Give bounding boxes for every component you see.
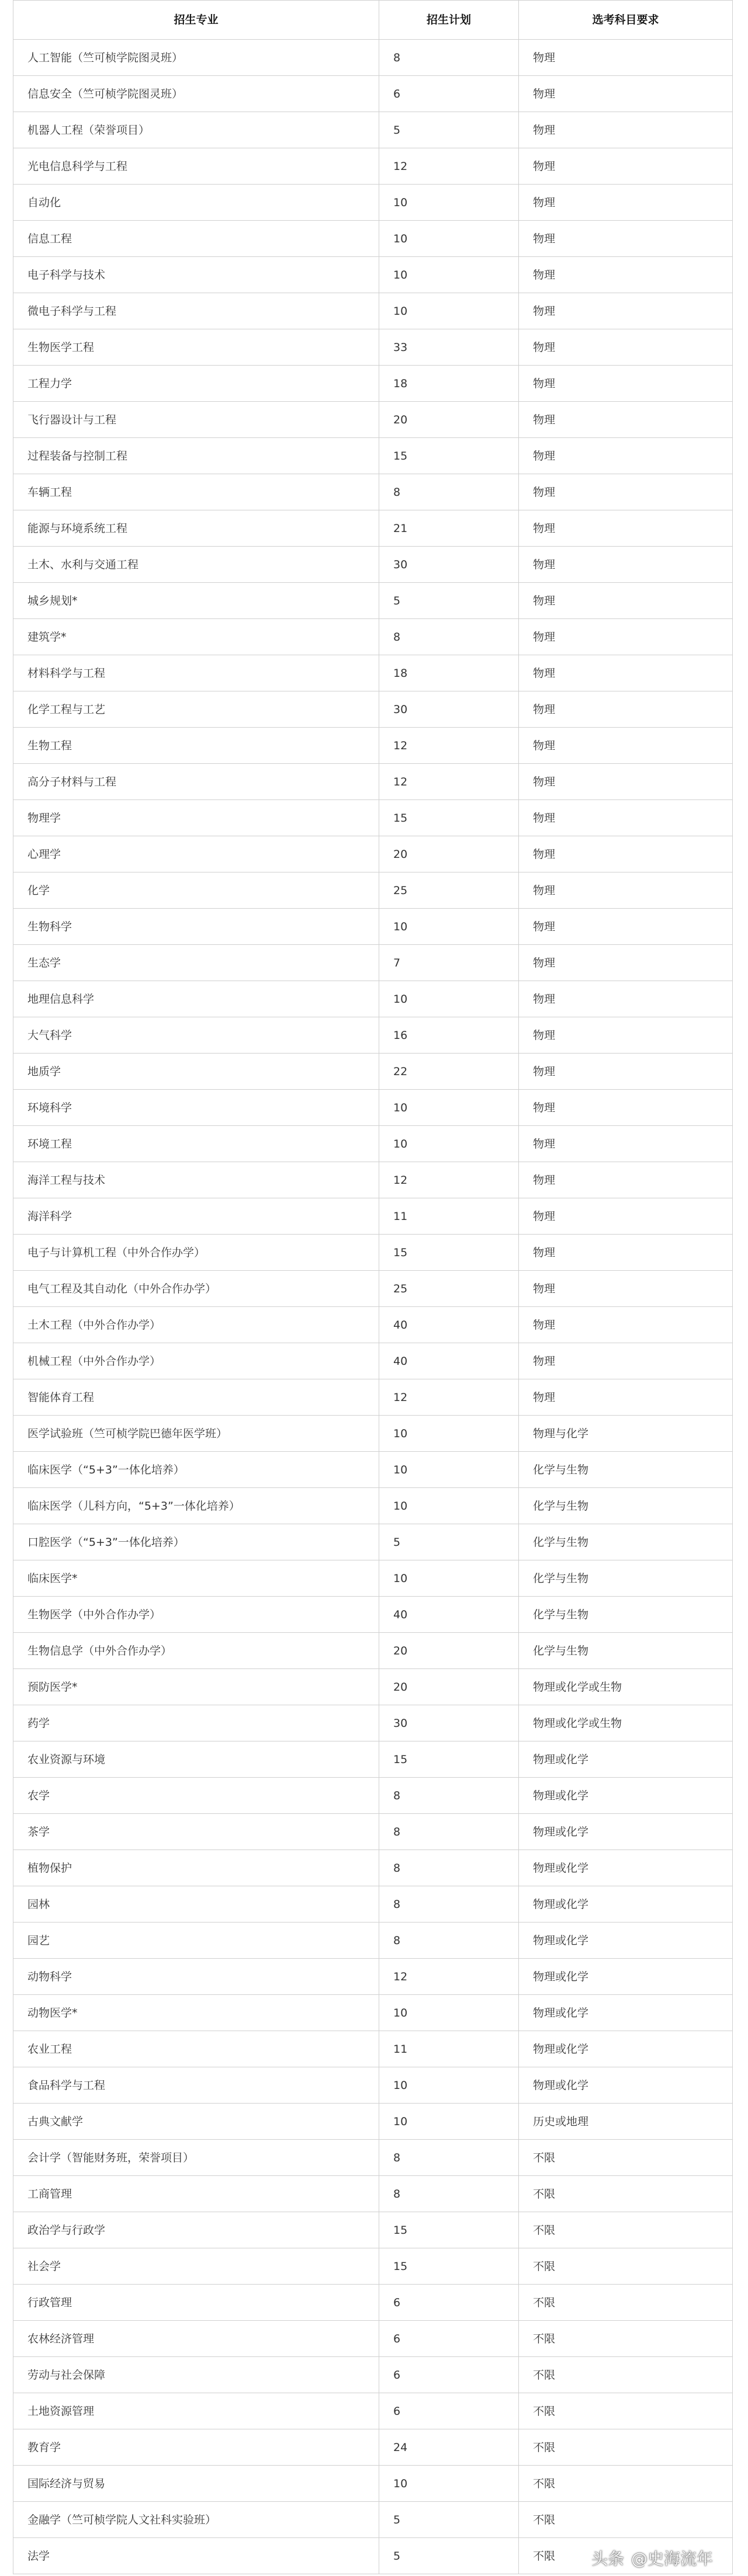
table-row — [13, 1162, 733, 1198]
cell-major: 电气工程及其自动化（中外合作办学） — [13, 1271, 379, 1307]
cell-major: 植物保护 — [13, 1850, 379, 1886]
cell-quota: 8 — [379, 1850, 519, 1886]
cell-quota: 8 — [379, 619, 519, 655]
cell-major: 飞行器设计与工程 — [13, 402, 379, 438]
cell-quota: 22 — [379, 1054, 519, 1090]
cell-major: 临床医学* — [13, 1560, 379, 1597]
cell-major: 预防医学* — [13, 1669, 379, 1705]
cell-major: 大气科学 — [13, 1017, 379, 1054]
table-row — [13, 1271, 733, 1307]
cell-major: 生物工程 — [13, 728, 379, 764]
cell-quota: 18 — [379, 366, 519, 402]
cell-subject-requirement: 物理 — [519, 655, 733, 691]
cell-subject-requirement: 物理 — [519, 112, 733, 148]
cell-quota: 12 — [379, 148, 519, 185]
table-row — [13, 257, 733, 293]
cell-quota: 10 — [379, 1090, 519, 1126]
cell-major: 动物医学* — [13, 1995, 379, 2031]
table-row — [13, 1778, 733, 1814]
cell-subject-requirement: 物理 — [519, 1235, 733, 1271]
cell-quota: 12 — [379, 1959, 519, 1995]
cell-subject-requirement: 物理或化学 — [519, 1886, 733, 1923]
cell-major: 高分子材料与工程 — [13, 764, 379, 800]
table-row — [13, 1198, 733, 1235]
table-row — [13, 1379, 733, 1416]
cell-subject-requirement: 物理 — [519, 583, 733, 619]
cell-subject-requirement: 物理或化学 — [519, 1814, 733, 1850]
cell-major: 农业工程 — [13, 2031, 379, 2067]
table-row — [13, 583, 733, 619]
cell-major: 农业资源与环境 — [13, 1741, 379, 1778]
cell-subject-requirement: 物理 — [519, 1090, 733, 1126]
cell-subject-requirement: 不限 — [519, 2466, 733, 2502]
cell-major: 园林 — [13, 1886, 379, 1923]
table-row — [13, 1416, 733, 1452]
table-header-row — [13, 1, 733, 40]
cell-quota: 25 — [379, 872, 519, 909]
cell-quota: 10 — [379, 2067, 519, 2104]
table-row — [13, 1923, 733, 1959]
table-row — [13, 1814, 733, 1850]
table-row — [13, 1560, 733, 1597]
table-row — [13, 2285, 733, 2321]
table-row — [13, 728, 733, 764]
cell-quota: 6 — [379, 76, 519, 112]
cell-subject-requirement: 物理或化学 — [519, 1850, 733, 1886]
watermark — [591, 2546, 713, 2570]
cell-quota: 12 — [379, 764, 519, 800]
table-row — [13, 221, 733, 257]
cell-subject-requirement: 不限 — [519, 2429, 733, 2466]
cell-subject-requirement: 物理 — [519, 293, 733, 329]
cell-quota: 40 — [379, 1307, 519, 1343]
cell-quota: 5 — [379, 2502, 519, 2538]
cell-quota: 7 — [379, 945, 519, 981]
cell-quota: 12 — [379, 1379, 519, 1416]
table-row — [13, 1343, 733, 1379]
cell-quota: 8 — [379, 2176, 519, 2212]
cell-quota: 15 — [379, 1741, 519, 1778]
header-major: 招生专业 — [13, 1, 379, 40]
cell-quota: 25 — [379, 1271, 519, 1307]
table-row — [13, 2321, 733, 2357]
table-row — [13, 2176, 733, 2212]
cell-major: 海洋工程与技术 — [13, 1162, 379, 1198]
cell-quota: 15 — [379, 1235, 519, 1271]
cell-quota: 20 — [379, 836, 519, 872]
table-row — [13, 293, 733, 329]
table-row — [13, 1488, 733, 1524]
cell-quota: 10 — [379, 185, 519, 221]
cell-quota: 8 — [379, 1886, 519, 1923]
cell-major: 生物医学（中外合作办学） — [13, 1597, 379, 1633]
table-row — [13, 1054, 733, 1090]
cell-major: 土木、水利与交通工程 — [13, 547, 379, 583]
table-row — [13, 872, 733, 909]
table-row — [13, 655, 733, 691]
cell-quota: 8 — [379, 2140, 519, 2176]
cell-subject-requirement: 物理 — [519, 40, 733, 76]
cell-major: 机械工程（中外合作办学） — [13, 1343, 379, 1379]
table-row — [13, 329, 733, 366]
cell-quota: 10 — [379, 909, 519, 945]
cell-major: 临床医学（儿科方向，“5+3”一体化培养） — [13, 1488, 379, 1524]
cell-subject-requirement: 不限 — [519, 2248, 733, 2285]
cell-quota: 16 — [379, 1017, 519, 1054]
cell-quota: 10 — [379, 2466, 519, 2502]
cell-subject-requirement: 物理 — [519, 1017, 733, 1054]
cell-major: 智能体育工程 — [13, 1379, 379, 1416]
cell-quota: 10 — [379, 2104, 519, 2140]
cell-major: 环境工程 — [13, 1126, 379, 1162]
cell-subject-requirement: 化学与生物 — [519, 1560, 733, 1597]
table-row — [13, 836, 733, 872]
cell-quota: 8 — [379, 474, 519, 510]
table-row — [13, 1995, 733, 2031]
cell-subject-requirement: 物理 — [519, 872, 733, 909]
cell-major: 微电子科学与工程 — [13, 293, 379, 329]
cell-subject-requirement: 物理 — [519, 1198, 733, 1235]
cell-subject-requirement: 化学与生物 — [519, 1452, 733, 1488]
table-row — [13, 2502, 733, 2538]
cell-quota: 11 — [379, 2031, 519, 2067]
cell-major: 教育学 — [13, 2429, 379, 2466]
cell-quota: 6 — [379, 2285, 519, 2321]
header-subject-requirement: 选考科目要求 — [519, 1, 733, 40]
cell-major: 化学 — [13, 872, 379, 909]
cell-quota: 10 — [379, 1416, 519, 1452]
cell-quota: 15 — [379, 438, 519, 474]
table-row — [13, 1633, 733, 1669]
cell-subject-requirement: 不限 — [519, 2176, 733, 2212]
table-row — [13, 2031, 733, 2067]
cell-subject-requirement: 化学与生物 — [519, 1488, 733, 1524]
cell-quota: 18 — [379, 655, 519, 691]
cell-major: 能源与环境系统工程 — [13, 510, 379, 547]
cell-subject-requirement: 物理 — [519, 1307, 733, 1343]
table-row — [13, 2067, 733, 2104]
table-row — [13, 1307, 733, 1343]
cell-subject-requirement: 物理 — [519, 76, 733, 112]
cell-quota: 24 — [379, 2429, 519, 2466]
cell-major: 会计学（智能财务班，荣誉项目） — [13, 2140, 379, 2176]
cell-quota: 11 — [379, 1198, 519, 1235]
watermark-handle: @史海流年 — [631, 2549, 714, 2568]
cell-major: 电子与计算机工程（中外合作办学） — [13, 1235, 379, 1271]
cell-quota: 8 — [379, 1814, 519, 1850]
cell-major: 国际经济与贸易 — [13, 2466, 379, 2502]
cell-subject-requirement: 物理 — [519, 366, 733, 402]
table-row — [13, 691, 733, 728]
cell-quota: 8 — [379, 1923, 519, 1959]
cell-subject-requirement: 物理 — [519, 1271, 733, 1307]
cell-major: 人工智能（竺可桢学院图灵班） — [13, 40, 379, 76]
cell-subject-requirement: 不限 — [519, 2502, 733, 2538]
table-row — [13, 1597, 733, 1633]
cell-subject-requirement: 物理或化学或生物 — [519, 1669, 733, 1705]
cell-major: 茶学 — [13, 1814, 379, 1850]
cell-major: 电子科学与技术 — [13, 257, 379, 293]
table-row — [13, 1959, 733, 1995]
cell-quota: 10 — [379, 293, 519, 329]
table-row — [13, 76, 733, 112]
cell-major: 生物科学 — [13, 909, 379, 945]
cell-quota: 30 — [379, 691, 519, 728]
table-row — [13, 402, 733, 438]
cell-subject-requirement: 物理或化学 — [519, 1995, 733, 2031]
cell-quota: 12 — [379, 1162, 519, 1198]
cell-subject-requirement: 物理 — [519, 221, 733, 257]
header-quota: 招生计划 — [379, 1, 519, 40]
table-row — [13, 1705, 733, 1741]
table-row — [13, 1017, 733, 1054]
cell-major: 心理学 — [13, 836, 379, 872]
cell-subject-requirement: 不限 — [519, 2357, 733, 2393]
table-row — [13, 112, 733, 148]
cell-major: 光电信息科学与工程 — [13, 148, 379, 185]
table-row — [13, 547, 733, 583]
cell-subject-requirement: 物理 — [519, 836, 733, 872]
table-row — [13, 1741, 733, 1778]
cell-subject-requirement: 物理 — [519, 547, 733, 583]
table-row — [13, 1669, 733, 1705]
cell-quota: 15 — [379, 2212, 519, 2248]
cell-quota: 8 — [379, 40, 519, 76]
cell-subject-requirement: 物理 — [519, 981, 733, 1017]
cell-quota: 10 — [379, 1560, 519, 1597]
cell-major: 地质学 — [13, 1054, 379, 1090]
cell-subject-requirement: 物理或化学 — [519, 2031, 733, 2067]
cell-major: 生物信息学（中外合作办学） — [13, 1633, 379, 1669]
cell-major: 生态学 — [13, 945, 379, 981]
table-row — [13, 2393, 733, 2429]
cell-subject-requirement: 物理或化学或生物 — [519, 1705, 733, 1741]
cell-quota: 15 — [379, 800, 519, 836]
cell-major: 自动化 — [13, 185, 379, 221]
table-row — [13, 2357, 733, 2393]
cell-subject-requirement: 物理或化学 — [519, 1923, 733, 1959]
table-row — [13, 510, 733, 547]
watermark-brand: 头条 — [591, 2549, 625, 2568]
cell-quota: 30 — [379, 1705, 519, 1741]
cell-subject-requirement: 化学与生物 — [519, 1597, 733, 1633]
cell-major: 劳动与社会保障 — [13, 2357, 379, 2393]
cell-quota: 6 — [379, 2357, 519, 2393]
table-row — [13, 2104, 733, 2140]
table-row — [13, 185, 733, 221]
table-row — [13, 981, 733, 1017]
cell-subject-requirement: 不限 — [519, 2212, 733, 2248]
cell-subject-requirement: 历史或地理 — [519, 2104, 733, 2140]
cell-major: 食品科学与工程 — [13, 2067, 379, 2104]
cell-subject-requirement: 不限 — [519, 2285, 733, 2321]
cell-major: 口腔医学（“5+3”一体化培养） — [13, 1524, 379, 1560]
cell-major: 环境科学 — [13, 1090, 379, 1126]
cell-subject-requirement: 物理 — [519, 728, 733, 764]
cell-major: 信息工程 — [13, 221, 379, 257]
table-row — [13, 2212, 733, 2248]
cell-subject-requirement: 物理或化学 — [519, 1741, 733, 1778]
cell-major: 车辆工程 — [13, 474, 379, 510]
table-row — [13, 800, 733, 836]
cell-quota: 12 — [379, 728, 519, 764]
cell-major: 信息安全（竺可桢学院图灵班） — [13, 76, 379, 112]
cell-quota: 5 — [379, 1524, 519, 1560]
cell-major: 药学 — [13, 1705, 379, 1741]
cell-subject-requirement: 物理 — [519, 402, 733, 438]
cell-subject-requirement: 物理 — [519, 909, 733, 945]
cell-subject-requirement: 物理与化学 — [519, 1416, 733, 1452]
table-row — [13, 1126, 733, 1162]
table-row — [13, 909, 733, 945]
cell-major: 社会学 — [13, 2248, 379, 2285]
cell-major: 医学试验班（竺可桢学院巴德年医学班） — [13, 1416, 379, 1452]
table-row — [13, 366, 733, 402]
cell-quota: 21 — [379, 510, 519, 547]
cell-subject-requirement: 物理 — [519, 691, 733, 728]
table-row — [13, 2248, 733, 2285]
cell-subject-requirement: 物理 — [519, 329, 733, 366]
cell-major: 土地资源管理 — [13, 2393, 379, 2429]
cell-quota: 10 — [379, 981, 519, 1017]
cell-major: 古典文献学 — [13, 2104, 379, 2140]
cell-subject-requirement: 物理 — [519, 1126, 733, 1162]
cell-major: 化学工程与工艺 — [13, 691, 379, 728]
cell-major: 临床医学（“5+3”一体化培养） — [13, 1452, 379, 1488]
table-row — [13, 2466, 733, 2502]
table-row — [13, 945, 733, 981]
cell-quota: 10 — [379, 1452, 519, 1488]
cell-major: 材料科学与工程 — [13, 655, 379, 691]
cell-subject-requirement: 物理 — [519, 185, 733, 221]
table-row — [13, 1452, 733, 1488]
table-row — [13, 1850, 733, 1886]
table-row — [13, 474, 733, 510]
cell-quota: 15 — [379, 2248, 519, 2285]
cell-major: 动物科学 — [13, 1959, 379, 1995]
cell-major: 工程力学 — [13, 366, 379, 402]
table-row — [13, 40, 733, 76]
cell-quota: 5 — [379, 583, 519, 619]
table-row — [13, 438, 733, 474]
cell-subject-requirement: 物理 — [519, 1343, 733, 1379]
cell-quota: 5 — [379, 112, 519, 148]
cell-major: 土木工程（中外合作办学） — [13, 1307, 379, 1343]
cell-subject-requirement: 不限 — [519, 2321, 733, 2357]
admission-plan-table — [13, 0, 733, 2574]
cell-subject-requirement: 物理 — [519, 800, 733, 836]
cell-subject-requirement: 物理 — [519, 257, 733, 293]
cell-subject-requirement: 不限 — [519, 2393, 733, 2429]
cell-subject-requirement: 物理 — [519, 1054, 733, 1090]
cell-subject-requirement: 物理或化学 — [519, 1959, 733, 1995]
cell-major: 工商管理 — [13, 2176, 379, 2212]
table-row — [13, 1886, 733, 1923]
cell-major: 法学 — [13, 2538, 379, 2574]
table-row — [13, 764, 733, 800]
cell-major: 城乡规划* — [13, 583, 379, 619]
cell-major: 政治学与行政学 — [13, 2212, 379, 2248]
cell-subject-requirement: 化学与生物 — [519, 1633, 733, 1669]
table-row — [13, 2140, 733, 2176]
cell-major: 过程装备与控制工程 — [13, 438, 379, 474]
cell-subject-requirement: 物理 — [519, 148, 733, 185]
cell-subject-requirement: 物理 — [519, 438, 733, 474]
cell-major: 海洋科学 — [13, 1198, 379, 1235]
cell-quota: 6 — [379, 2321, 519, 2357]
cell-major: 建筑学* — [13, 619, 379, 655]
cell-subject-requirement: 化学与生物 — [519, 1524, 733, 1560]
cell-subject-requirement: 物理 — [519, 764, 733, 800]
cell-major: 金融学（竺可桢学院人文社科实验班） — [13, 2502, 379, 2538]
cell-subject-requirement: 物理 — [519, 1162, 733, 1198]
cell-subject-requirement: 物理 — [519, 1379, 733, 1416]
cell-major: 地理信息科学 — [13, 981, 379, 1017]
cell-major: 物理学 — [13, 800, 379, 836]
cell-major: 行政管理 — [13, 2285, 379, 2321]
cell-quota: 10 — [379, 257, 519, 293]
cell-quota: 8 — [379, 1778, 519, 1814]
cell-major: 农学 — [13, 1778, 379, 1814]
table-row — [13, 1090, 733, 1126]
table-row — [13, 1524, 733, 1560]
cell-quota: 40 — [379, 1343, 519, 1379]
table-row — [13, 1235, 733, 1271]
cell-quota: 33 — [379, 329, 519, 366]
cell-subject-requirement: 物理 — [519, 619, 733, 655]
cell-quota: 10 — [379, 1488, 519, 1524]
table-row — [13, 148, 733, 185]
cell-subject-requirement: 不限 — [519, 2140, 733, 2176]
cell-subject-requirement: 不限 — [519, 2538, 733, 2574]
cell-major: 生物医学工程 — [13, 329, 379, 366]
cell-quota: 40 — [379, 1597, 519, 1633]
cell-quota: 30 — [379, 547, 519, 583]
cell-quota: 10 — [379, 221, 519, 257]
cell-quota: 20 — [379, 402, 519, 438]
cell-subject-requirement: 物理 — [519, 945, 733, 981]
cell-quota: 10 — [379, 1995, 519, 2031]
cell-quota: 5 — [379, 2538, 519, 2574]
cell-subject-requirement: 物理 — [519, 510, 733, 547]
cell-major: 农林经济管理 — [13, 2321, 379, 2357]
table-row — [13, 2429, 733, 2466]
cell-subject-requirement: 物理或化学 — [519, 2067, 733, 2104]
cell-quota: 20 — [379, 1669, 519, 1705]
cell-subject-requirement: 物理或化学 — [519, 1778, 733, 1814]
table-row — [13, 619, 733, 655]
table-body — [13, 40, 733, 2574]
cell-quota: 6 — [379, 2393, 519, 2429]
cell-major: 机器人工程（荣誉项目） — [13, 112, 379, 148]
cell-quota: 20 — [379, 1633, 519, 1669]
cell-subject-requirement: 物理 — [519, 474, 733, 510]
cell-major: 园艺 — [13, 1923, 379, 1959]
cell-quota: 10 — [379, 1126, 519, 1162]
